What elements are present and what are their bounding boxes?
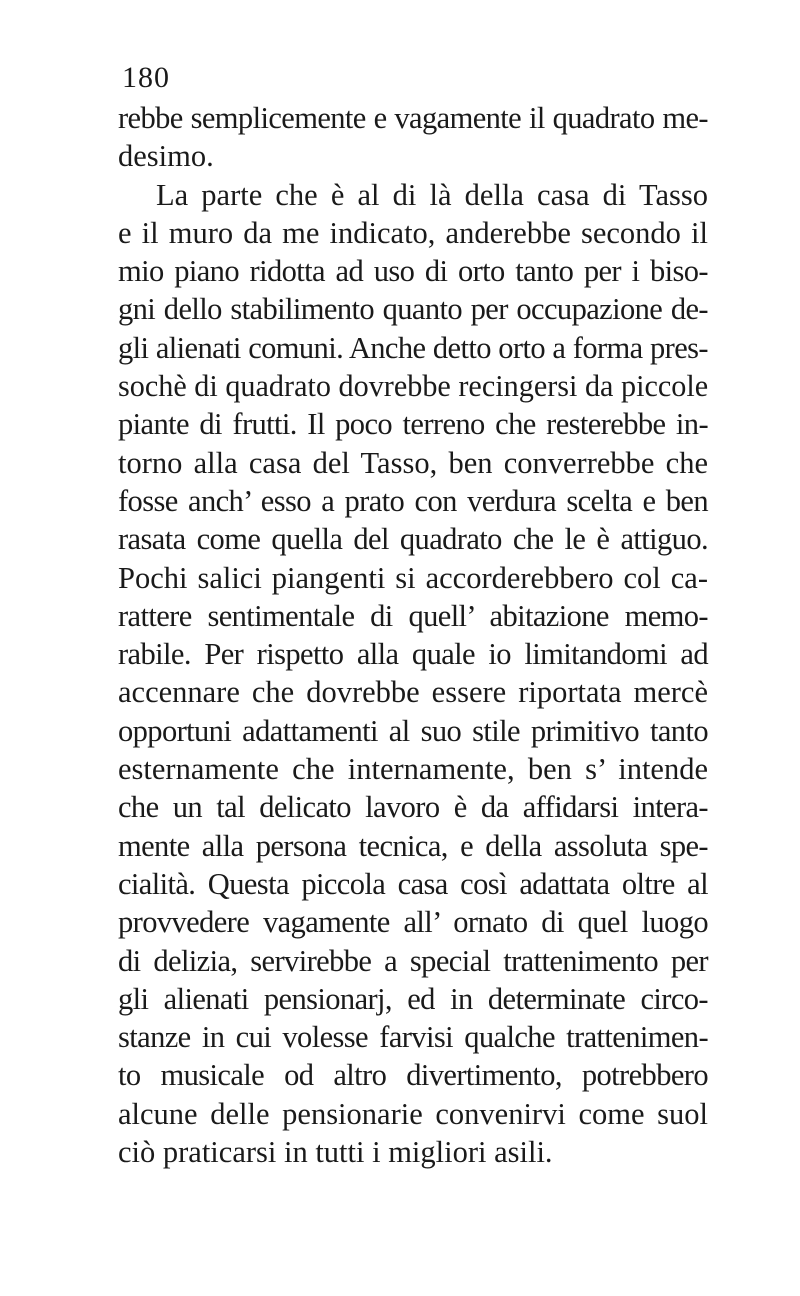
text-line: esternamente che internamente, ben s’ intende: [118, 752, 708, 787]
text-line: provvedere vagamente all’ ornato di quel luogo: [118, 905, 708, 940]
text-line: mente alla persona tecnica, e della assoluta spe-: [118, 828, 708, 863]
text-line: opportuni adattamenti al suo stile primitivo tanto: [118, 713, 708, 748]
text-line: di delizia, servirebbe a special trattenimento per: [118, 943, 708, 978]
text-line: desimo.: [118, 139, 214, 174]
text-line: gni dello stabilimento quanto per occupazione de-: [118, 292, 708, 327]
text-line: piante di frutti. Il poco terreno che resterebbe in-: [118, 407, 708, 442]
text-line: ciò praticarsi in tutti i migliori asili.: [118, 1135, 553, 1170]
text-line: alcune delle pensionarie convenirvi come suol: [118, 1096, 708, 1131]
paragraph-start-line: La parte che è al di là della casa di Tasso: [156, 177, 708, 212]
text-line: che un tal delicato lavoro è da affidarsi intera-: [118, 790, 708, 825]
text-line: torno alla casa del Tasso, ben converrebbe che: [118, 445, 708, 480]
text-line: mio piano ridotta ad uso di orto tanto per i biso-: [118, 254, 708, 289]
text-line: cialità. Questa piccola casa così adattata oltre al: [118, 866, 708, 901]
text-line: rebbe semplicemente e vagamente il quadrato me-: [118, 101, 708, 135]
body-text: [118, 99, 708, 1171]
text-line: accennare che dovrebbe essere riportata mercè: [118, 675, 708, 710]
text-line: sochè di quadrato dovrebbe recingersi da piccole: [118, 369, 709, 404]
text-line: to musicale od altro divertimento, potrebbero: [118, 1058, 708, 1093]
text-line: fosse anch’ esso a prato con verdura scelta e ben: [118, 483, 708, 518]
text-line: rattere sentimentale di quell’ abitazione memo-: [118, 598, 708, 633]
text-line: Pochi salici piangenti si accorderebbero col ca-: [118, 560, 708, 595]
text-line: stanze in cui volesse farvisi qualche trattenimen-: [118, 1020, 708, 1055]
text-line: rabile. Per rispetto alla quale io limitandomi ad: [118, 637, 708, 672]
text-line: e il muro da me indicato, anderebbe secondo il: [118, 215, 708, 250]
page-number: 180: [122, 61, 170, 94]
text-line: gli alienati pensionarj, ed in determinate circo-: [118, 981, 708, 1016]
text-line: gli alienati comuni. Anche detto orto a forma pres-: [118, 330, 708, 365]
text-line: rasata come quella del quadrato che le è attiguo.: [118, 522, 708, 557]
